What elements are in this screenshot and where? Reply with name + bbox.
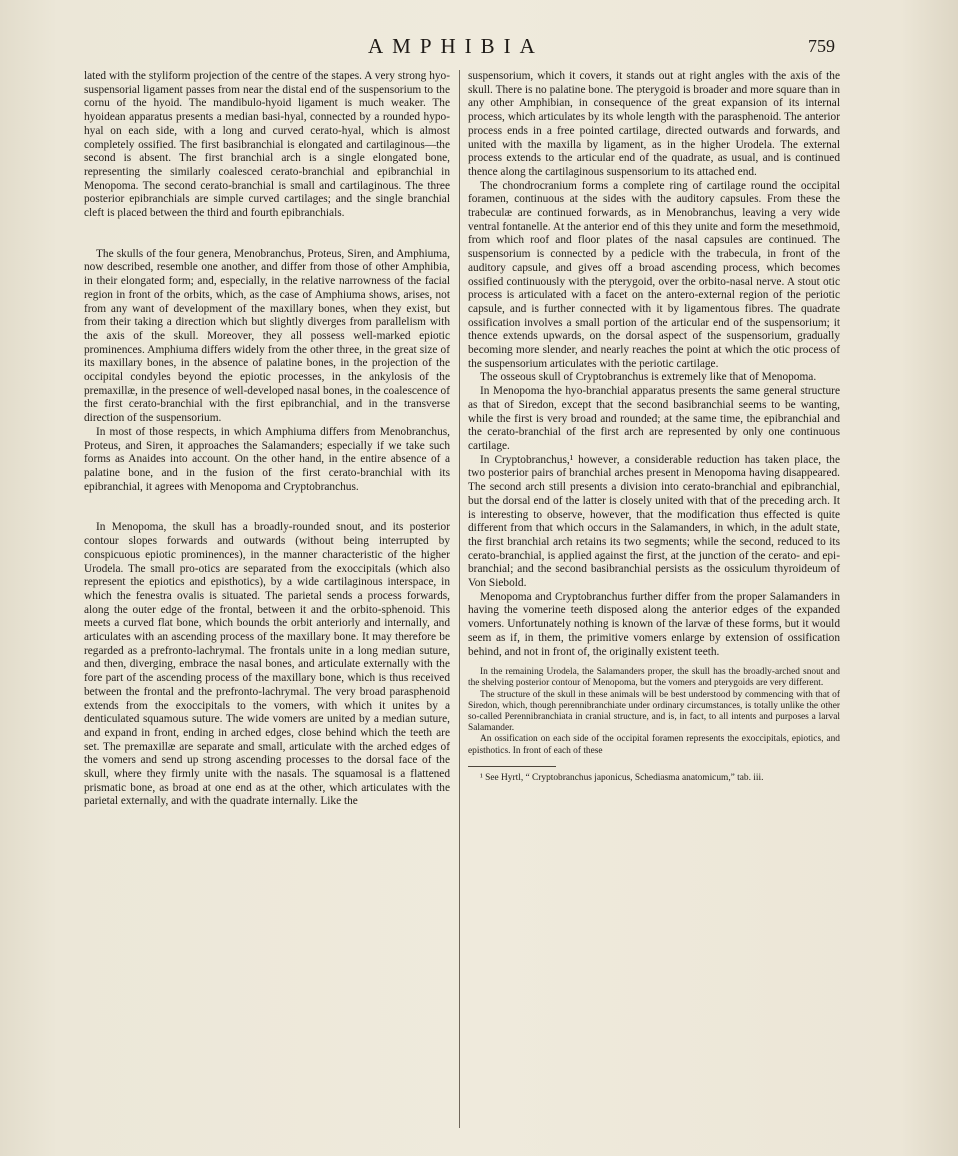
paragraph: lated with the styliform projection of the centre of the stapes. A very strong hyo-suspensorial ligament passes from near the distal end of the suspensorium to the cornu of the hyoid. The mandibulo-hyoid ligament is much weaker. The hyoidean apparatus presents a median basi-hyal, connected by a rounded hypo-hyal on each side, with a long and curved cerato-hyal, which is almost completely ossified. The first basibranchial is elongated and cartilaginous—the second is absent. The first branchial arch is a single elongated bone, representing the similarly coalesced cerato-branchial and epibranchial in Menopoma. The second cerato-branchial is small and cartilaginous. The three posterior epibranchials are simple curved cartilages; and the single branchial cleft is placed between the third and fourth epibranchials. [84, 70, 450, 220]
paragraph: In Menopoma the hyo-branchial apparatus presents the same general structure as that of Siredon, except that the second basibranchial seems to be wanting, while the first is very broad and rounded; at the same time, the epibranchial and the cerato-branchial of the first arch are represented by only one continuous cartilage. [468, 385, 840, 452]
paragraph: suspensorium, which it covers, it stands out at right angles with the axis of the skull. There is no palatine bone. The pterygoid is broader and more square than in any other Amphibian, in consequence of the great expansion of its internal process, which articulates by its whole length with the parasphenoid. The anterior process ends in a free pointed cartilage, directed outwards and forwards, and united with the maxilla by ligament, as in the higher Urodela. The external process extends to the articular end of the quadrate, as usual, and is continued thence along the cartilaginous suspensorium to its attached end. [468, 70, 840, 178]
paragraph: In Cryptobranchus,¹ however, a considerable reduction has taken place, the two posterior pairs of branchial arches present in Menopoma having disappeared. The second arch still presents a division into cerato-branchial and epibranchial, but the dorsal end of the latter is closely united with that of the preceding arch. It is interesting to observe, however, that the modification thus effected is quite different from that which occurs in the Salamanders, in which, in the adult state, the first branchial arch retains its two segments; while the second, reduced to its cerato-branchial, is applied against the first, at the junction of the cerato- and epi-branchial; and the second basibranchial persists as the ossiculum thyroideum of Von Siebold. [468, 453, 840, 590]
left-column [84, 70, 450, 809]
paragraph: In Menopoma, the skull has a broadly-rounded snout, and its posterior contour slopes forwards and outwards (without being interrupted by conspicuous epiotic prominences), in the manner characteristic of the higher Urodela. The small pro-otics are separated from the exoccipitals (which also represent the epiotics and episthotics), by a wide cartilaginous interspace, in which the fenestra ovalis is situated. The parietal sends a process forwards, along the outer edge of the frontal, between it and the orbito-sphenoid. This meets a curved flat bone, which bounds the orbit anteriorly and internally, and articulates with an ascending process of the maxillary bone. It may therefore be regarded as a prefronto-lachrymal. The frontals unite in a long median suture, and then, diverging, embrace the nasal bones, and articulate externally with the fore part of the ascending process of the maxillary bone, which is thus received between the frontal and the prefronto-lachrymal. The very broad parasphenoid extends from the exoccipitals to the vomers, with which it unites by a denticulated squamous suture. The wide vomers are united by a median suture, and expand in front, ending in arched edges, close behind which the teeth are set. The premaxillæ are separate and small, articulate with the arched edges of the vomers and send up strong ascending processes to the dorsal face of the skull, where they firmly unite with the nasals. The squamosal is a flattened prismatic bone, as broad at one end as at the other, which articulates with the parietal externally, and with the quadrate internally. Like the [84, 521, 450, 808]
paragraph: The chondrocranium forms a complete ring of cartilage round the occipital foramen, continuous at the sides with the auditory capsules. From these the trabeculæ are continued forwards, as in Menobranchus, leaving a very wide ventral fontanelle. At the anterior end of this they unite and form the mesethmoid, from which roof and floor plates of the nasal capsules are continued. The suspensorium is connected by a pedicle with the trabecula, in front of the auditory capsule, and gives off a broad ascending process, which becomes ossified continuously with the pterygoid, over the orbito-nasal nerve. A stout otic process is articulated with a facet on the antero-external region of the periotic capsule, and is further connected with it by ligamentous fibres. The quadrate ossification involves a small portion of the articular end of the suspensorium; it thence extends upwards, on the dorsal aspect of the suspensorium, gradually becoming more slender, and nearly reaches the point at which the otic process of the suspensorium articulates with the periotic cartilage. [468, 179, 840, 370]
paragraph: The osseous skull of Cryptobranchus is extremely like that of Menopoma. [480, 371, 817, 384]
page-number: 759 [808, 36, 835, 56]
paragraph: Menopoma and Cryptobranchus further differ from the proper Salamanders in having the vomerine teeth disposed along the anterior edges of the expanded vomers. Unfortunately nothing is known of the larvæ of these forms, but it would seem as if, in them, the primitive vomers enlarge by extension of ossification behind, and not in front of, the originally existent teeth. [468, 590, 840, 658]
running-title: AMPHIBIA [368, 34, 544, 58]
paragraph: In most of those respects, in which Amphiuma differs from Menobranchus, Proteus, and Siren, it approaches the Salamanders; especially if we take such forms as Anaides into account. On the other hand, in the entire absence of a palatine bone, and in the fusion of the first cerato-branchial with its epibranchial, it agrees with Menopoma and Cryptobranchus. [84, 425, 450, 493]
small-print-section [468, 667, 840, 757]
column-divider [459, 70, 460, 1128]
small-print-paragraph: In the remaining Urodela, the Salamanders proper, the skull has the broadly-arched snout and the shelving posterior contour of Menopoma, but the vomers and pterygoids are very different. [468, 667, 840, 689]
paragraph: The skulls of the four genera, Menobranchus, Proteus, Siren, and Amphiuma, now described, resemble one another, and differ from those of other Amphibia, in their elongated form; and, especially, in the relative narrowness of the facial region in front of the orbits, which, as the case of Amphiuma shows, arises, not from any want of development of the maxillary bones, when they exist, but from their taking a direction which but slightly diverges from parallelism with the axis of the skull. Moreover, they all possess well-marked epiotic prominences. Amphiuma differs widely from the other three, in the great size of its maxillary bones, in the absence of palatine bones, in the projection of the occipital condyles beyond the epiotic processes, in the ankylosis of the premaxillæ, in the presence of well-developed nasal bones, in the coalescence of the first cerato-branchial with the first epibranchial, and in the transverse direction of the suspensorium. [84, 247, 450, 425]
right-column [468, 70, 840, 784]
small-print-paragraph: The structure of the skull in these animals will be best understood by commencing with that of Siredon, which, though perennibranchiate under ordinary circumstances, is totally unlike the other so-called Perennibranchiata in cranial structure, and is, in fact, to all intents and purposes a larval Salamander. [468, 689, 840, 734]
page-header [0, 34, 958, 64]
small-print-paragraph: An ossification on each side of the occipital foramen represents the exoccipitals, epiotics, and episthotics. In front of each of these [468, 734, 840, 756]
footnote: ¹ See Hyrtl, “ Cryptobranchus japonicus, Schediasma anatomicum,” tab. iii. [480, 772, 764, 783]
footnote-rule [468, 766, 556, 767]
